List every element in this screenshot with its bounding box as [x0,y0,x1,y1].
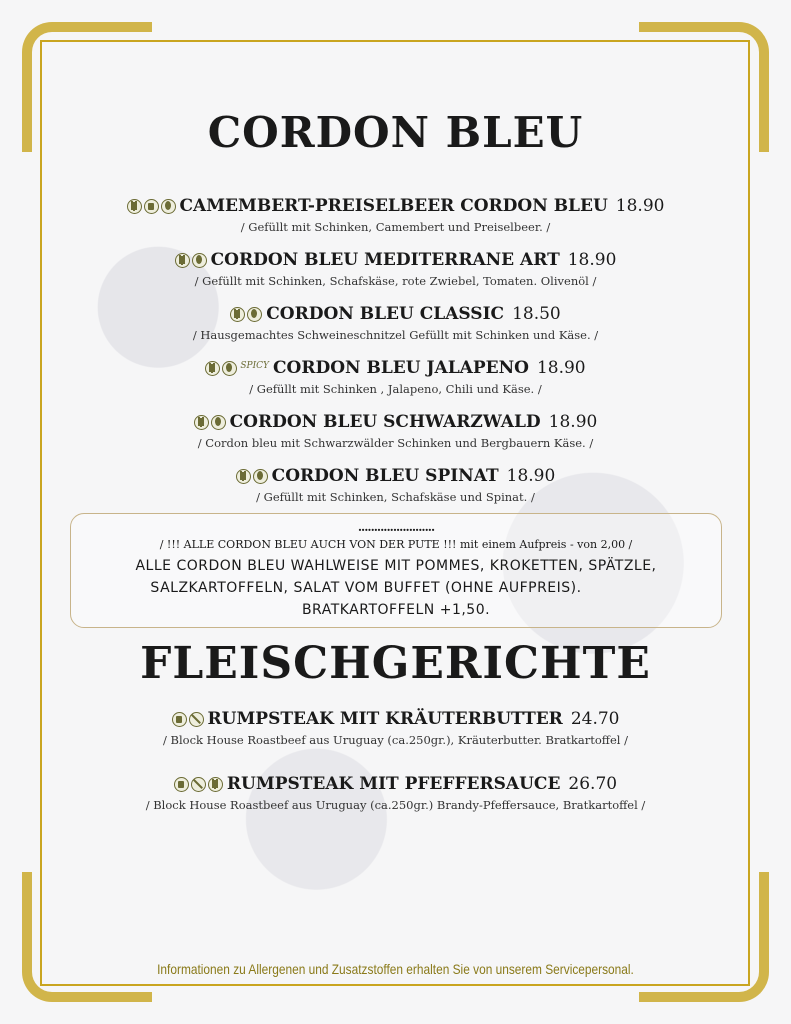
allergen-icons [172,712,204,727]
bottle-icon [144,199,159,214]
allergen-icons [236,469,268,484]
menu-item-heading [0,304,791,324]
menu-item-description: / Block House Roastbeef aus Uruguay (ca.250gr.), Kräuterbutter. Bratkartoffel / [163,733,628,747]
menu-item-description: / Gefüllt mit Schinken , Jalapeno, Chili und Käse. / [249,382,542,396]
allergen-icons [194,415,226,430]
menu-item-heading [0,358,791,378]
slash-icon [191,777,206,792]
menu-item-name: RUMPSTEAK MIT KRÄUTERBUTTER [207,709,563,729]
egg-icon [161,199,176,214]
allergen-icons [174,777,223,792]
wheat-icon [205,361,220,376]
menu-item-description: / Block House Roastbeef aus Uruguay (ca.250gr.) Brandy-Pfeffersauce, Bratkartoffel / [145,798,646,812]
menu-item-name: CORDON BLEU MEDITERRANE ART [210,250,560,270]
egg-icon [247,307,262,322]
ornament-bottom-left [22,872,152,1002]
egg-icon [253,469,268,484]
menu-item-price: 18.90 [615,196,665,216]
menu-item-name: CORDON BLEU SPINAT [271,466,499,486]
menu-item-price: 18.50 [512,304,561,324]
menu-item-price: 18.90 [567,250,617,270]
allergen-footer: Informationen zu Allergenen und Zusatzstoffen erhalten Sie von unserem Servicepersonal. [157,961,634,977]
wheat-icon [236,469,251,484]
notice-sides-3: BRATKARTOFFELN +1,50. [301,602,491,618]
egg-icon [222,361,237,376]
menu-item-description: / Gefüllt mit Schinken, Schafskäse, rote Zwiebel, Tomaten. Olivenöl / [194,274,597,288]
menu-item-description: / Gefüllt mit Schinken, Camembert und Preiselbeer. / [240,220,551,234]
menu-item-name: CORDON BLEU CLASSIC [266,304,505,324]
menu-item-description: / Gefüllt mit Schinken, Schafskäse und Spinat. / [256,490,535,504]
wheat-icon [194,415,209,430]
section-title-cordon-bleu: CORDON BLEU [207,108,584,157]
allergen-icons [205,361,269,376]
allergen-icons [230,307,262,322]
menu-item-name: RUMPSTEAK MIT PFEFFERSAUCE [226,774,561,794]
menu-item-description: / Hausgemachtes Schweineschnitzel Gefüllt mit Schinken und Käse. / [192,328,599,342]
menu-item-heading [0,466,791,486]
menu-item-name: CORDON BLEU JALAPENO [272,358,529,378]
menu-item-price: 18.90 [536,358,586,378]
bottle-icon [174,777,189,792]
notice-dots: ........................ [357,520,435,534]
menu-item-heading [0,412,791,432]
menu-item-heading [0,250,791,270]
notice-sides-1: ALLE CORDON BLEU WAHLWEISE MIT POMMES, KROKETTEN, SPÄTZLE, [135,558,657,574]
allergen-icons [175,253,207,268]
ornament-bottom-right [639,872,769,1002]
menu-item-heading [0,774,791,794]
spicy-label: SPICY [240,361,269,371]
notice-box [70,513,722,628]
menu-item-price: 24.70 [570,709,620,729]
menu-item-price: 26.70 [568,774,618,794]
allergen-icons [127,199,176,214]
wheat-icon [175,253,190,268]
section-title-fleischgerichte: FLEISCHGERICHTE [140,638,651,689]
wheat-icon [127,199,142,214]
menu-item-heading [0,709,791,729]
menu-item-name: CORDON BLEU SCHWARZWALD [229,412,541,432]
egg-icon [211,415,226,430]
menu-item-price: 18.90 [506,466,556,486]
menu-item-price: 18.90 [548,412,598,432]
notice-sides-2: SALZKARTOFFELN, SALAT VOM BUFFET (OHNE AUFPREIS). [150,580,582,596]
menu-item-name: CAMEMBERT-PREISELBEER CORDON BLEU [179,196,608,216]
egg-icon [192,253,207,268]
slash-icon [189,712,204,727]
wheat-icon [208,777,223,792]
bottle-icon [172,712,187,727]
menu-item-description: / Cordon bleu mit Schwarzwälder Schinken und Bergbauern Käse. / [197,436,594,450]
menu-item-heading [0,196,791,216]
notice-pute: / !!! ALLE CORDON BLEU AUCH VON DER PUTE !!! mit einem Aufpreis - von 2,00 / [159,538,633,551]
wheat-icon [230,307,245,322]
